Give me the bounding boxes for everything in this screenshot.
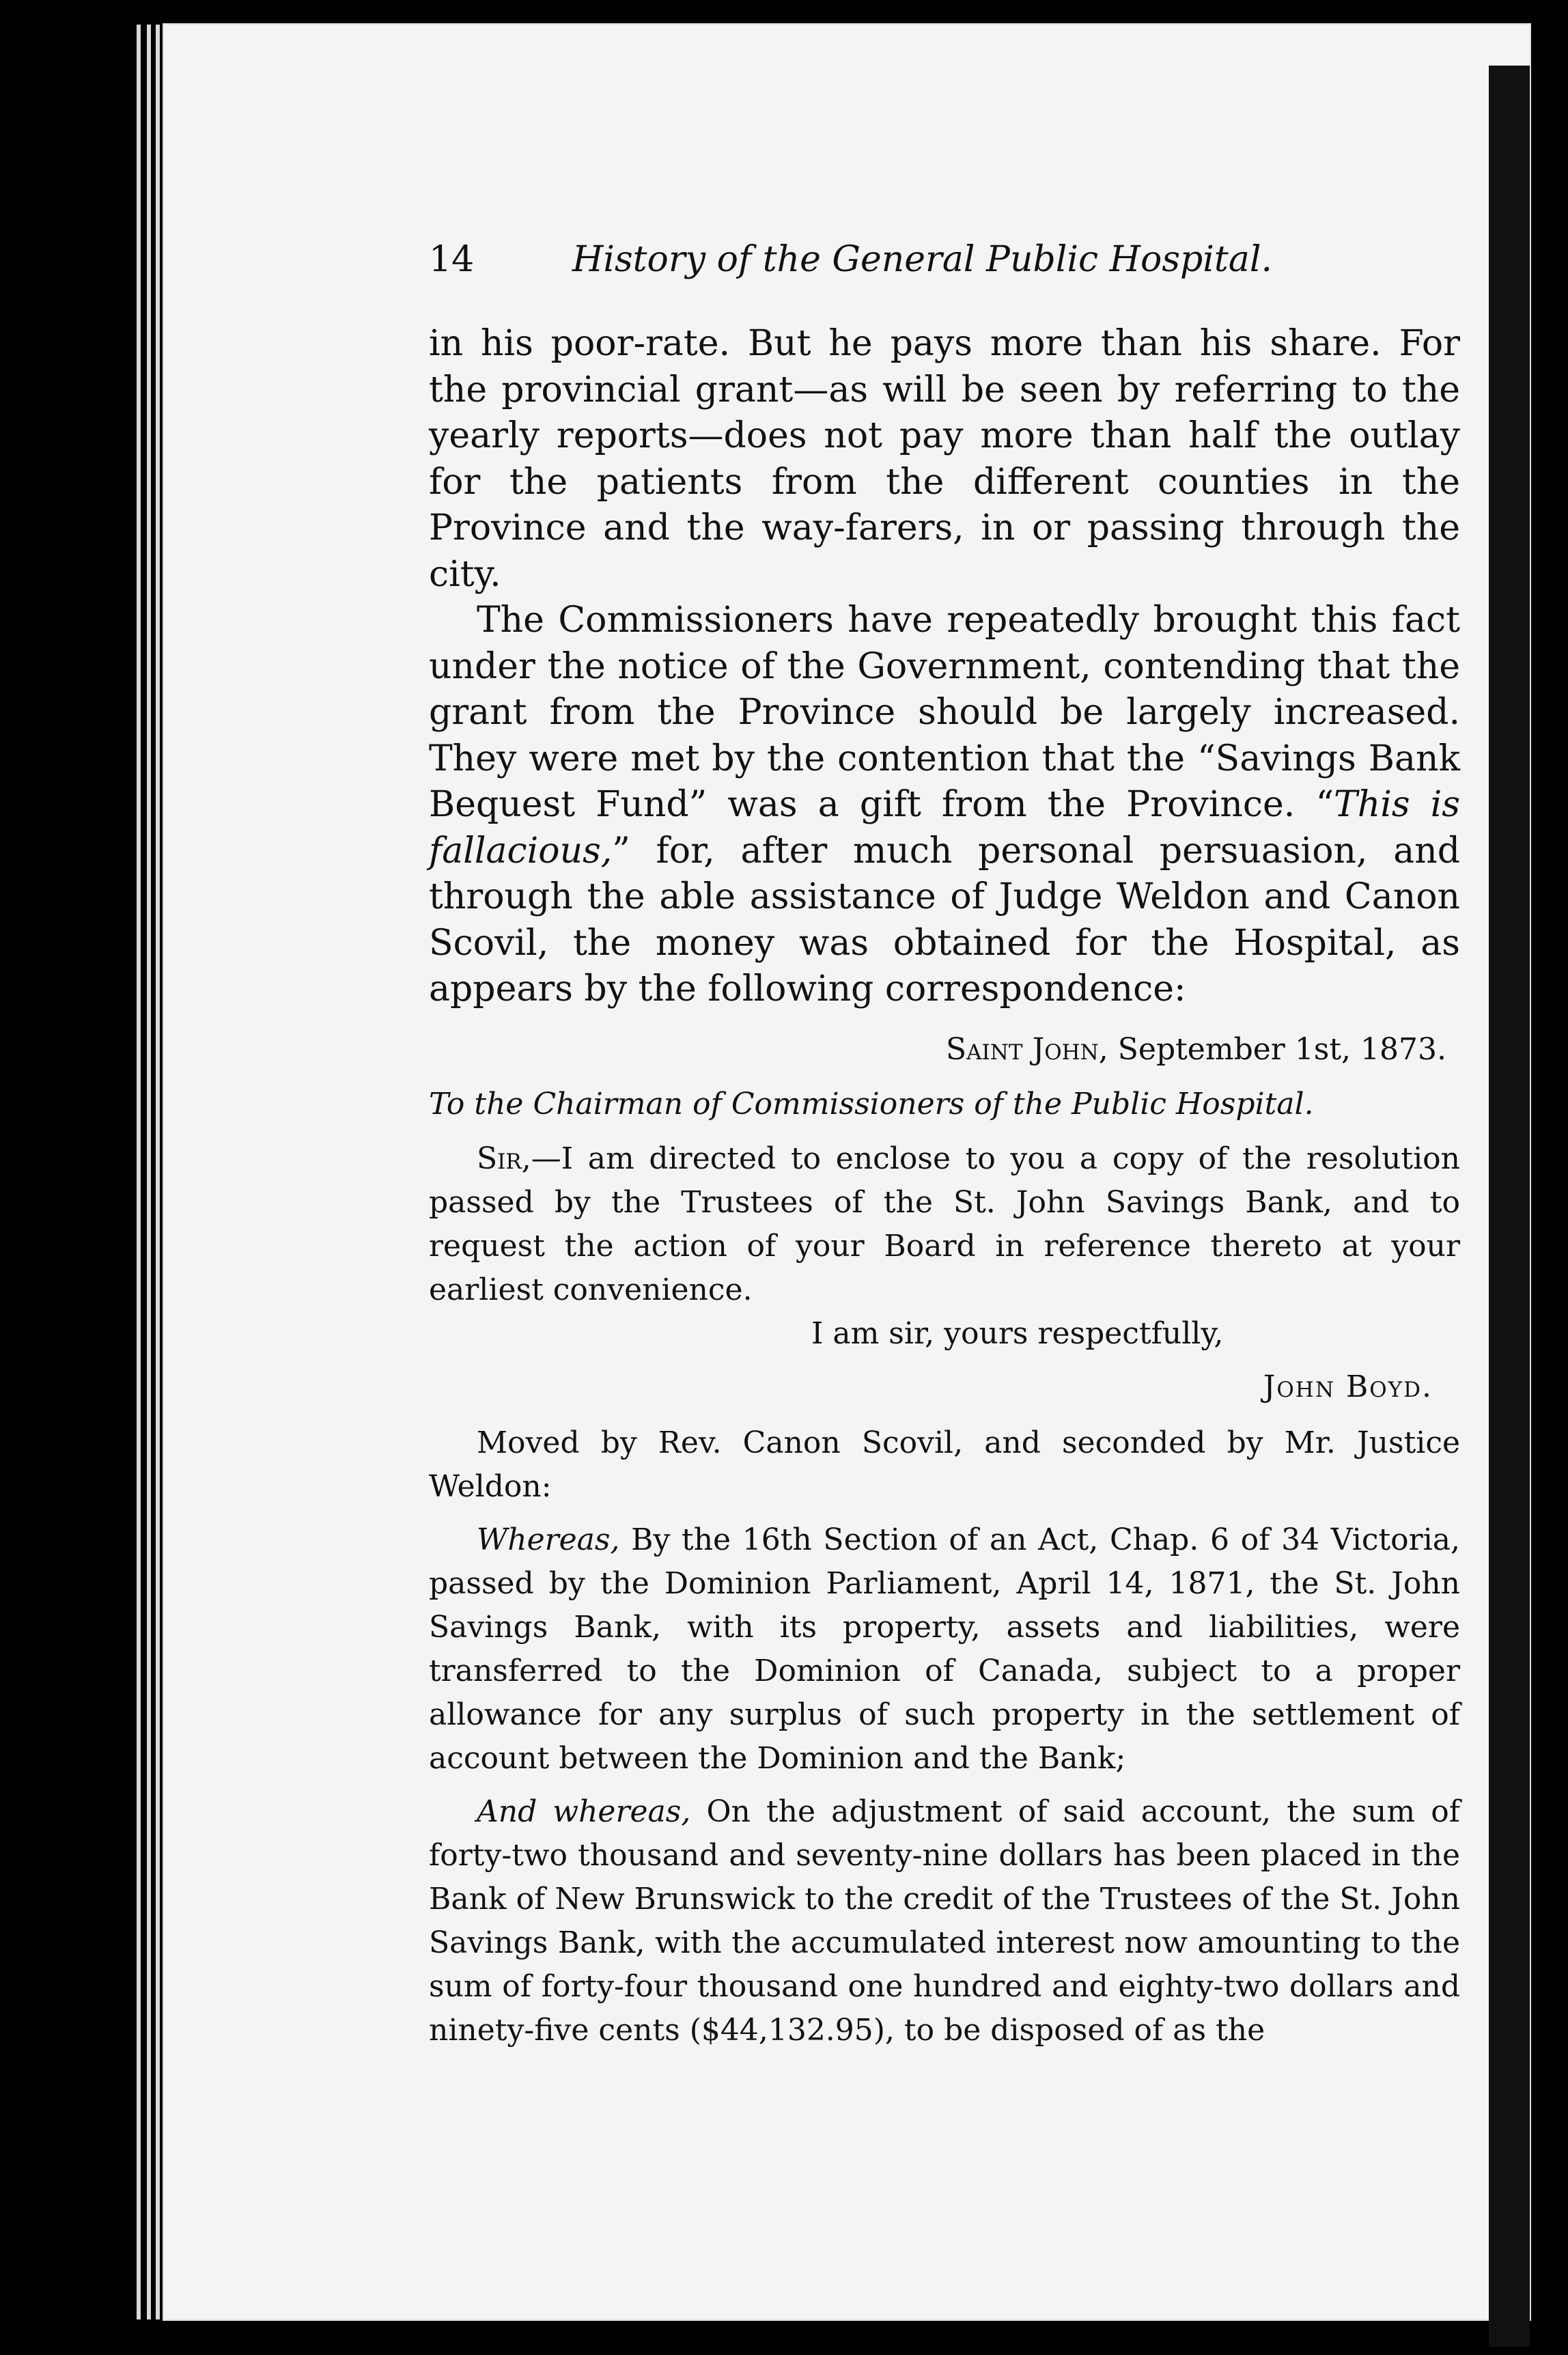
paragraph-text: The Commissioners have repeatedly brought this fact under the notice of the Government, contending that the grant from the Province should be largely increased. They were met by the contention that the “Savings Bank Bequest Fund” was a gift from the Province. “ bbox=[429, 600, 1460, 825]
page-edge bbox=[137, 25, 141, 2319]
paragraph-continuation: in his poor-rate. But he pays more than his share. For the provincial grant—as will be seen by referring to the yearly reports—does not pay more than half the outlay for the patients from the different counties in the Province and the way-farers, in or passing through the city. bbox=[429, 323, 1460, 595]
whereas-text: By the 16th Section of an Act, Chap. 6 of 34 Victoria, passed by the Dominion Parliament, April 14, 1871, the St. John Savings Bank, with its property, assets and liabilities, were transferred to the Dominion of Canada, subject to a proper allowance for any surplus of such property in the settlement of account between the Dominion and the Bank; bbox=[429, 1522, 1460, 1776]
whereas-text: On the adjustment of said account, the sum of forty-two thousand and seventy-nine dollars has been placed in the Bank of New Brunswick to the credit of the Trustees of the St. John Savings Bank, with the accumulated interest now amounting to the sum of forty-four thousand one hundred and eighty-two dollars and ninety-five cents ($44,132.95), to be disposed of as the bbox=[429, 1794, 1460, 2048]
running-title: History of the General Public Hospital. bbox=[572, 239, 1272, 280]
paragraph-commissioners bbox=[429, 598, 1460, 1013]
paragraph-text: ” for, after much personal persuasion, and through the able assistance of Judge Weldon and Canon Scovil, the money was obtained for the Hospital, as appears by the following correspondence: bbox=[429, 830, 1460, 1009]
dateline-date: September 1st, 1873. bbox=[1117, 1031, 1446, 1067]
motion-text: Moved by Rev. Canon Scovil, and seconded by Mr. Justice Weldon: bbox=[429, 1425, 1460, 1504]
whereas-lead: Whereas, bbox=[477, 1522, 620, 1557]
letter-body bbox=[429, 1137, 1460, 1312]
book-spine bbox=[1489, 66, 1530, 2347]
page-number: 14 bbox=[429, 239, 475, 280]
letter-dateline bbox=[429, 1028, 1460, 1072]
running-head bbox=[429, 239, 1460, 301]
letter-signature: John Boyd. bbox=[1263, 1369, 1433, 1404]
page-text bbox=[429, 239, 1460, 2052]
whereas-lead: And whereas, bbox=[477, 1794, 691, 1829]
page-edge bbox=[147, 25, 151, 2319]
page-edge bbox=[156, 25, 160, 2319]
dateline-place: Saint John, bbox=[946, 1031, 1108, 1067]
letter-address: To the Chairman of Commissioners of the Public Hospital. bbox=[429, 1086, 1314, 1121]
whereas-clause-2 bbox=[429, 1790, 1460, 2052]
italic-quote: This is fallacious, bbox=[429, 784, 1460, 872]
letter-body-text: —I am directed to enclose to you a copy of the resolution passed by the Trustees of the St. John Savings Bank, and to request the action of your Board in reference thereto at your earliest convenience. bbox=[429, 1141, 1460, 1307]
letter-salutation: Sir, bbox=[477, 1141, 531, 1176]
whereas-clause-1 bbox=[429, 1518, 1460, 1781]
letter-closing: I am sir, yours respectfully, bbox=[811, 1315, 1224, 1351]
